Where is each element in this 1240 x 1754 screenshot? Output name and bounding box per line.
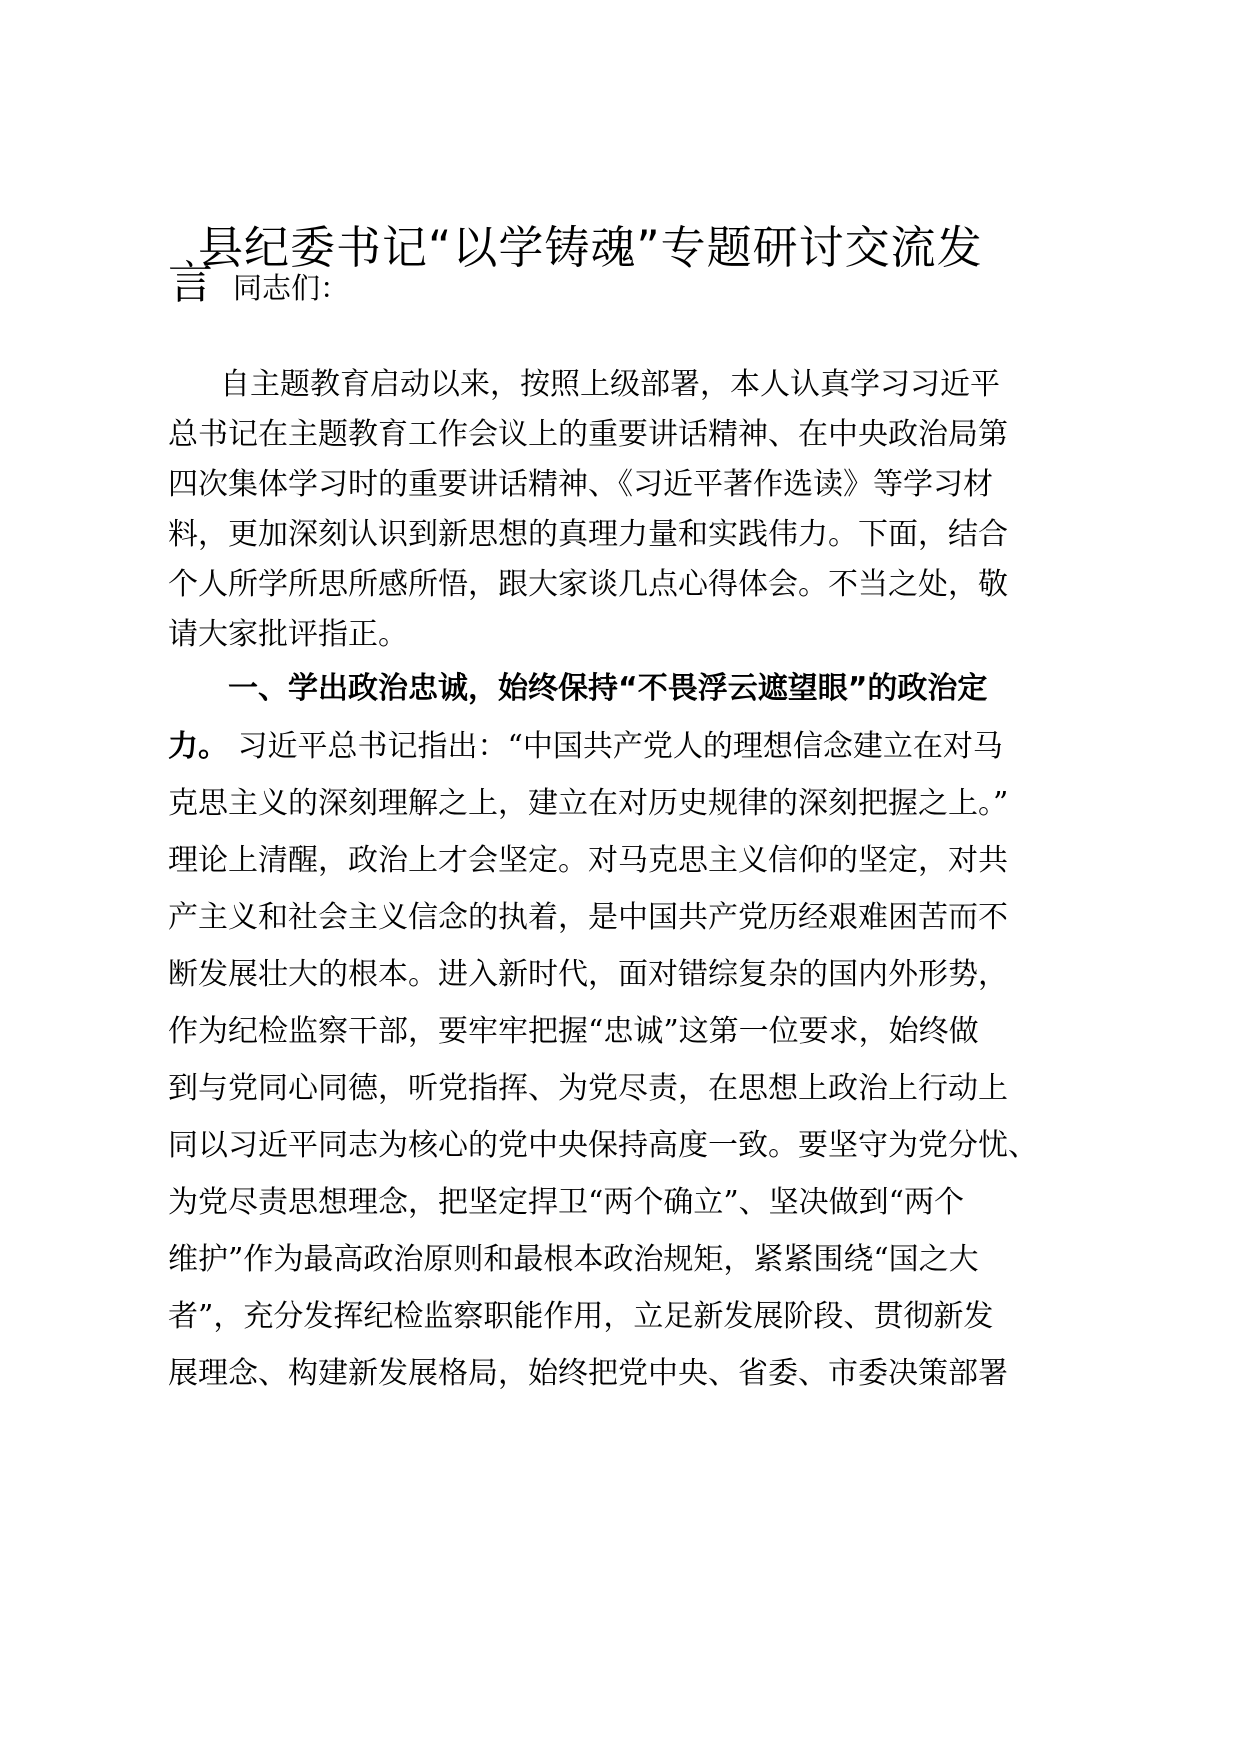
document-title-tail: 言 <box>168 256 214 309</box>
body-line: 展理念、构建新发展格局，始终把党中央、省委、市委决策部署 <box>168 1356 1008 1391</box>
intro-line: 四次集体学习时的重要讲话精神、《习近平著作选读》等学习材 <box>168 467 993 502</box>
section-1-body <box>168 718 1088 1402</box>
section-heading-1-tail: 力。 <box>168 729 228 764</box>
body-line: 克思主义的深刻理解之上，建立在对历史规律的深刻把握之上。” <box>168 786 1009 821</box>
body-line: 作为纪检监察干部，要牢牢把握“忠诚”这第一位要求，始终做 <box>168 1014 979 1049</box>
body-line: 同以习近平同志为核心的党中央保持高度一致。要坚守为党分忧、 <box>168 1128 1038 1163</box>
intro-line: 总书记在主题教育工作会议上的重要讲话精神、在中央政治局第 <box>168 417 1008 452</box>
intro-line: 料，更加深刻认识到新思想的真理力量和实践伟力。下面，结合 <box>168 517 1008 552</box>
intro-line: 自主题教育启动以来，按照上级部署，本人认真学习习近平 <box>220 367 1000 402</box>
body-line: 理论上清醒，政治上才会坚定。对马克思主义信仰的坚定，对共 <box>168 843 1008 878</box>
body-line: 为党尽责思想理念，把坚定捍卫“两个确立”、坚决做到“两个 <box>168 1185 965 1220</box>
body-line: 断发展壮大的根本。进入新时代，面对错综复杂的国内外形势， <box>168 957 1008 992</box>
intro-line: 个人所学所思所感所悟，跟大家谈几点心得体会。不当之处，敬 <box>168 567 1008 602</box>
body-line: 到与党同心同德，听党指挥、为党尽责，在思想上政治上行动上 <box>168 1071 1008 1106</box>
document-title: 县纪委书记“以学铸魂”专题研讨交流发 <box>198 221 983 274</box>
body-line <box>168 718 1088 775</box>
body-line: 者”，充分发挥纪检监察职能作用，立足新发展阶段、贯彻新发 <box>168 1299 994 1334</box>
body-line: 产主义和社会主义信念的执着，是中国共产党历经艰难困苦而不 <box>168 900 1008 935</box>
intro-paragraph <box>168 360 1088 660</box>
body-first-line-text: 习近平总书记指出：“中国共产党人的理想信念建立在对马 <box>228 729 1003 764</box>
body-line: 维护”作为最高政治原则和最根本政治规矩，紧紧围绕“国之大 <box>168 1242 979 1277</box>
section-heading-1: 一、学出政治忠诚，始终保持“不畏浮云遮望眼”的政治定 <box>228 671 988 706</box>
intro-line: 请大家批评指正。 <box>168 617 408 652</box>
salutation: 同志们： <box>233 271 350 305</box>
